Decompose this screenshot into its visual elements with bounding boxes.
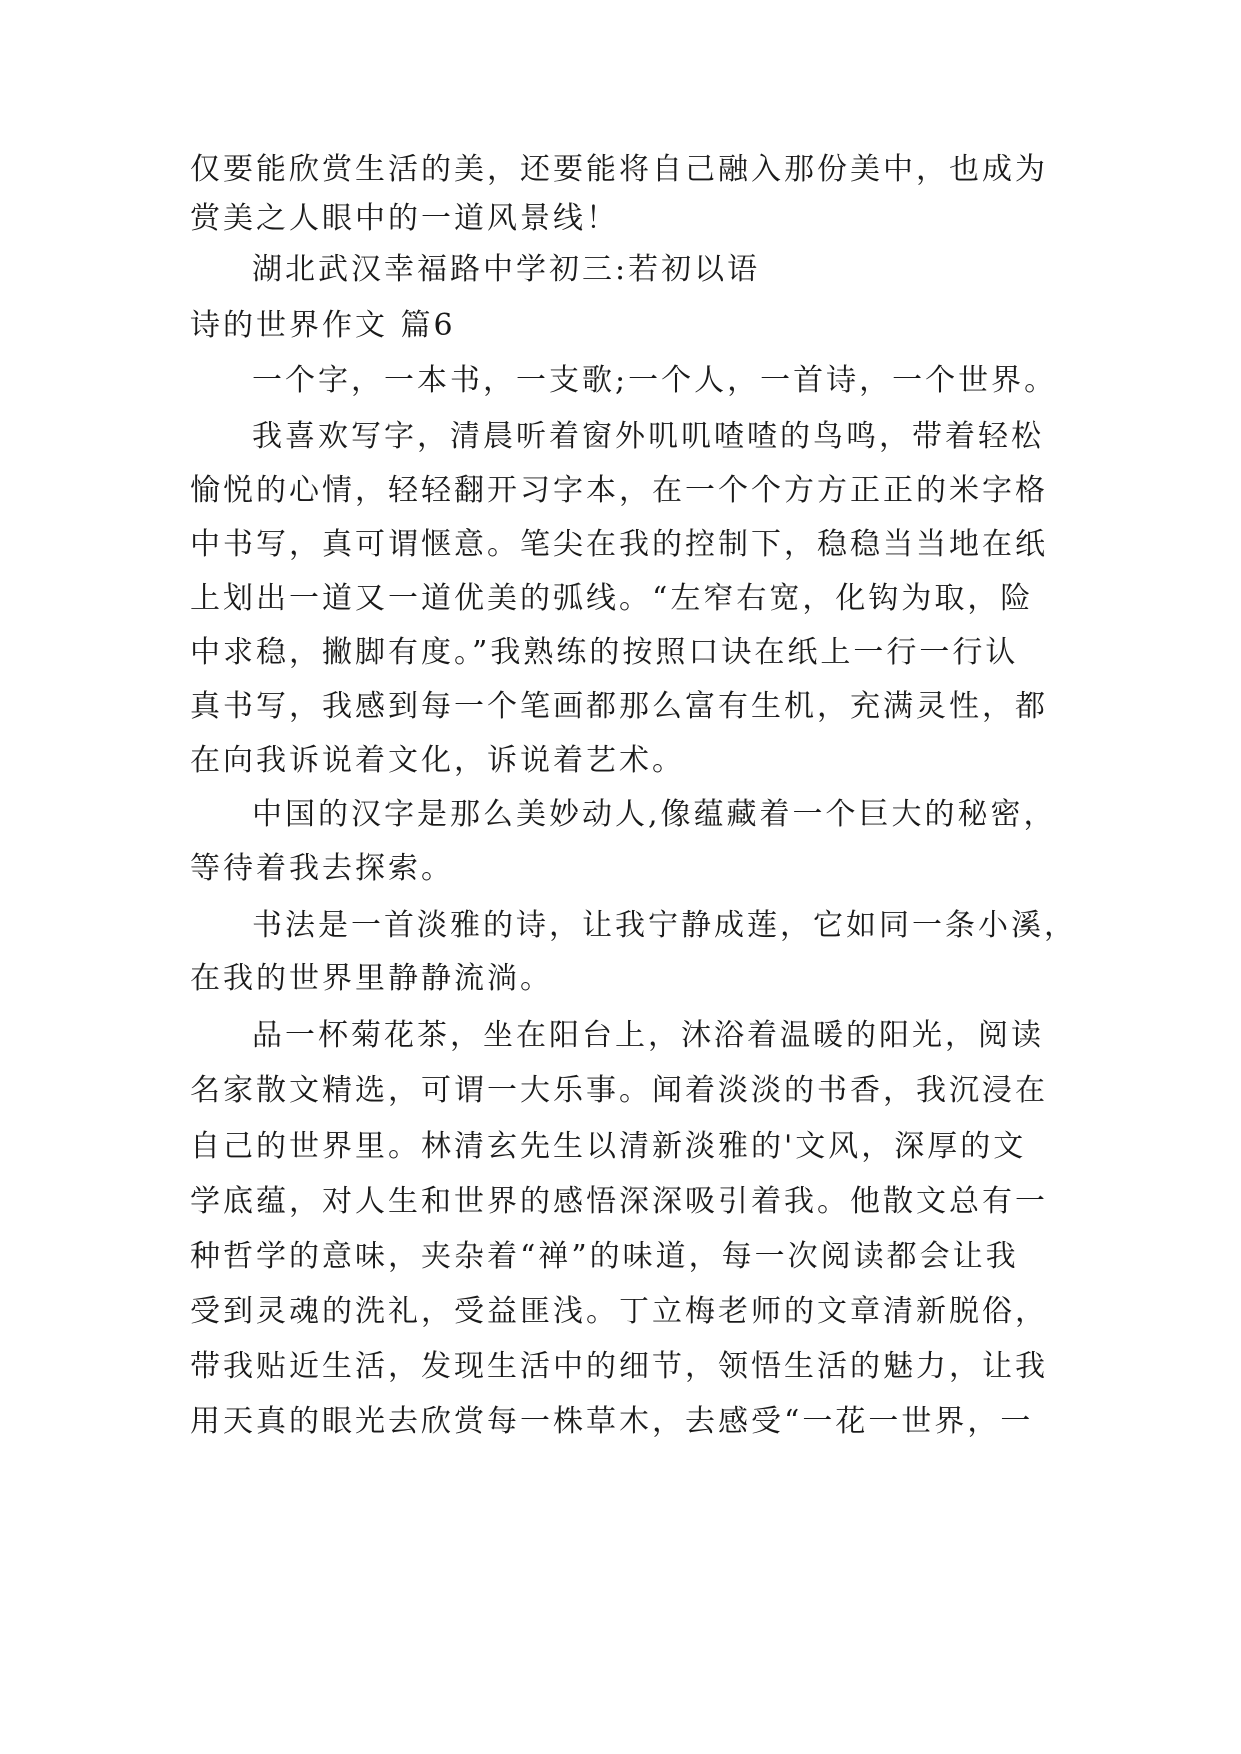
paragraph-line: 真书写，我感到每一个笔画都那么富有生机，充满灵性，都 bbox=[190, 689, 1048, 724]
paragraph-line: 带我贴近生活，发现生活中的细节，领悟生活的魅力，让我 bbox=[190, 1349, 1048, 1384]
paragraph-line: 在向我诉说着文化，诉说着艺术。 bbox=[190, 743, 685, 778]
section-title: 诗的世界作文 篇6 bbox=[190, 308, 456, 343]
paragraph-line: 中书写，真可谓惬意。笔尖在我的控制下，稳稳当当地在纸 bbox=[190, 527, 1048, 562]
paragraph-line: 中求稳，撇脚有度。”我熟练的按照口诀在纸上一行一行认 bbox=[190, 635, 1019, 670]
paragraph-line: 赏美之人眼中的一道风景线！ bbox=[190, 201, 619, 236]
paragraph-line: 种哲学的意味，夹杂着“禅”的味道，每一次阅读都会让我 bbox=[190, 1239, 1019, 1274]
paragraph-line: 等待着我去探索。 bbox=[190, 851, 454, 886]
paragraph-line: 我喜欢写字，清晨听着窗外叽叽喳喳的鸟鸣，带着轻松 bbox=[252, 419, 1044, 454]
subtitle-line: 湖北武汉幸福路中学初三:若初以语 bbox=[252, 252, 761, 287]
paragraph-line: 学底蕴，对人生和世界的感悟深深吸引着我。他散文总有一 bbox=[190, 1184, 1048, 1219]
paragraph-line: 仅要能欣赏生活的美，还要能将自己融入那份美中，也成为 bbox=[190, 152, 1048, 187]
paragraph-line: 自己的世界里。林清玄先生以清新淡雅的'文风，深厚的文 bbox=[190, 1129, 1027, 1164]
paragraph-line: 品一杯菊花茶，坐在阳台上，沐浴着温暖的阳光，阅读 bbox=[252, 1018, 1044, 1053]
paragraph-line: 受到灵魂的洗礼，受益匪浅。丁立梅老师的文章清新脱俗， bbox=[190, 1294, 1048, 1329]
paragraph-line: 中国的汉字是那么美妙动人,像蕴藏着一个巨大的秘密， bbox=[252, 797, 1057, 832]
paragraph-line: 书法是一首淡雅的诗，让我宁静成莲，它如同一条小溪， bbox=[252, 908, 1077, 943]
paragraph-line: 一个字，一本书，一支歌;一个人，一首诗，一个世界。 bbox=[252, 363, 1058, 398]
paragraph-line: 用天真的眼光去欣赏每一株草木，去感受“一花一世界，一 bbox=[190, 1404, 1034, 1439]
paragraph-line: 在我的世界里静静流淌。 bbox=[190, 961, 553, 996]
paragraph-line: 上划出一道又一道优美的弧线。“左窄右宽，化钩为取，险 bbox=[190, 581, 1034, 616]
paragraph-line: 名家散文精选，可谓一大乐事。闻着淡淡的书香，我沉浸在 bbox=[190, 1073, 1048, 1108]
paragraph-line: 愉悦的心情，轻轻翻开习字本，在一个个方方正正的米字格 bbox=[190, 473, 1048, 508]
